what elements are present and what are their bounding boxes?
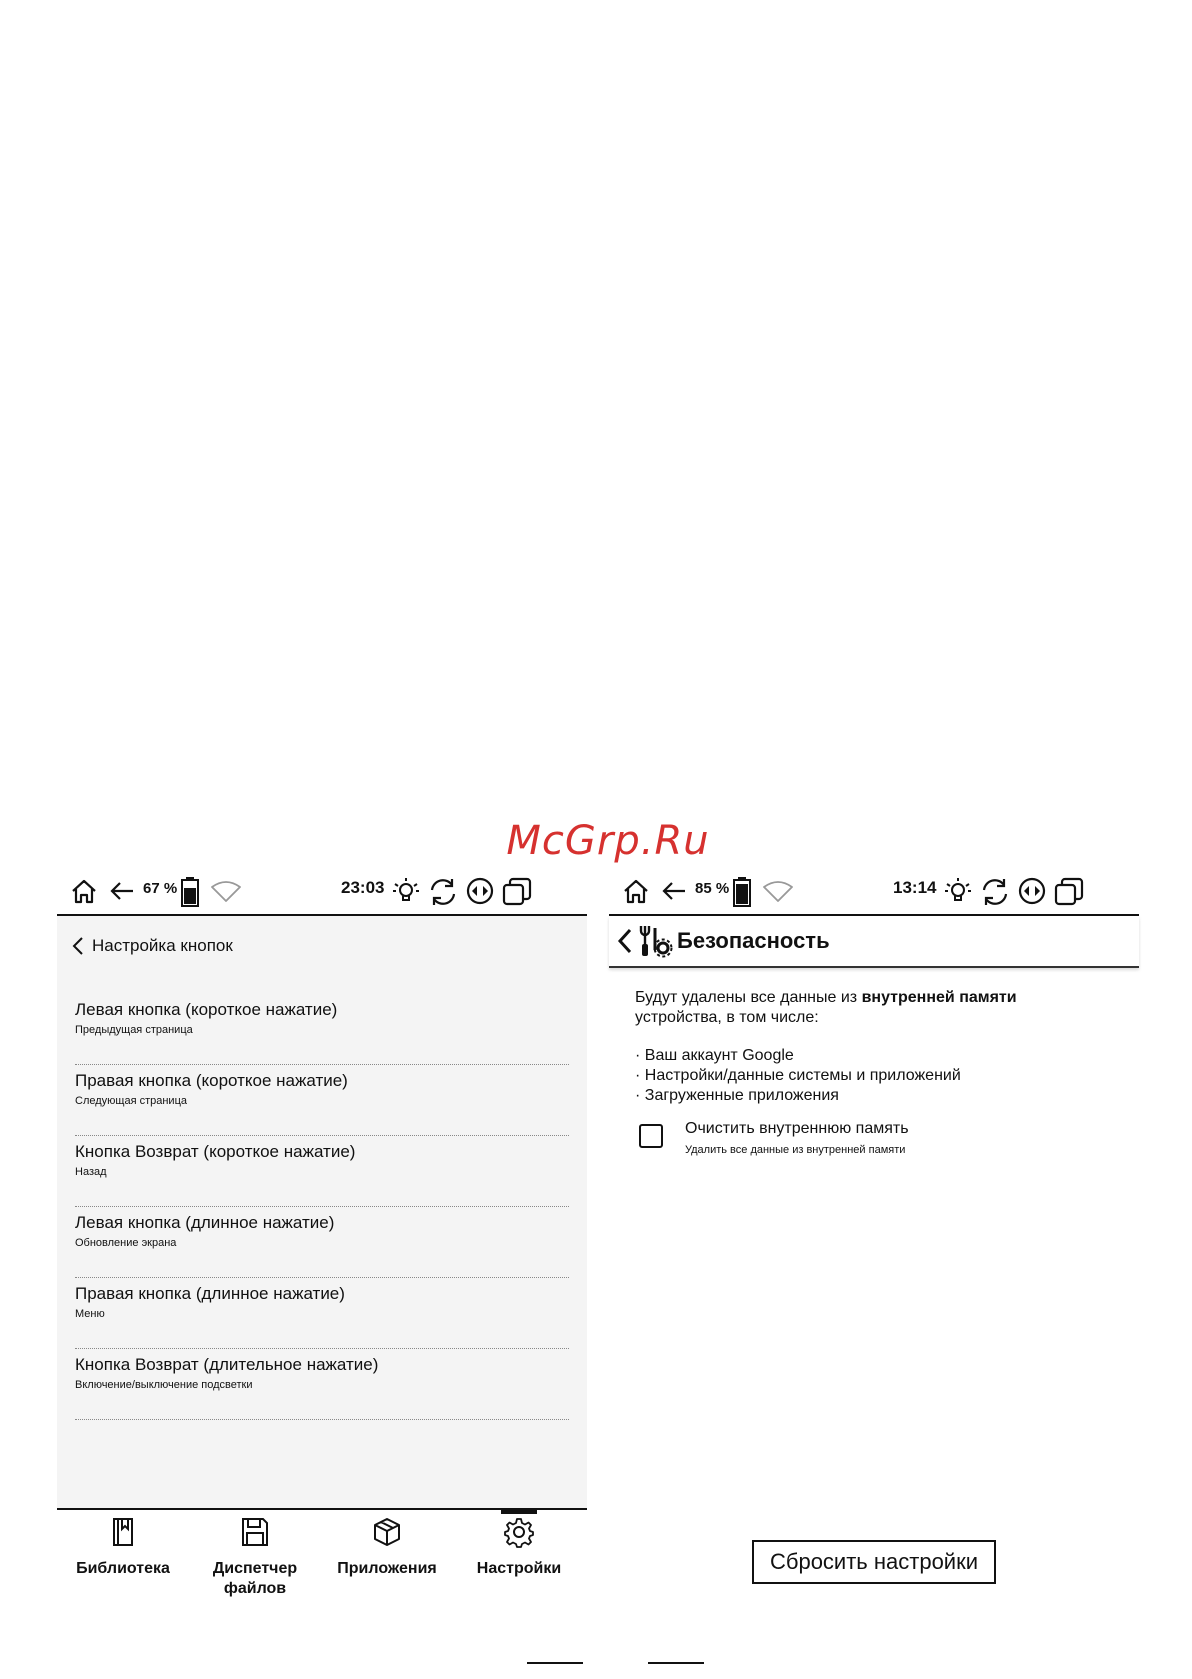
nav-label: Библиотека	[76, 1560, 170, 1577]
refresh-icon[interactable]	[427, 876, 459, 908]
chevron-left-icon[interactable]	[617, 928, 633, 954]
item-subtitle: Назад	[75, 1166, 107, 1178]
navigation-icon[interactable]	[465, 876, 495, 906]
battery-icon	[731, 876, 753, 908]
home-icon[interactable]	[621, 876, 651, 906]
light-bulb-icon[interactable]	[391, 876, 421, 908]
left-device-screen	[57, 870, 587, 1610]
bullet-item: · Настройки/данные системы и приложений	[635, 1067, 961, 1084]
intro-bold: внутренней памяти	[861, 989, 1017, 1006]
item-title: Левая кнопка (длинное нажатие)	[75, 1213, 335, 1232]
multitask-icon[interactable]	[1053, 876, 1085, 908]
status-bar	[57, 870, 587, 916]
bottom-navigation	[57, 1508, 587, 1612]
status-bar	[609, 870, 1139, 916]
item-subtitle: Обновление экрана	[75, 1237, 177, 1249]
battery-icon	[179, 876, 201, 908]
nav-label: Диспетчер файлов	[212, 1560, 298, 1597]
intro-text: Будут удалены все данные из	[635, 989, 862, 1006]
battery-percent: 85 %	[695, 880, 730, 897]
button-settings-panel	[57, 916, 587, 1508]
item-subtitle: Включение/выключение подсветки	[75, 1379, 253, 1391]
home-icon[interactable]	[69, 876, 99, 906]
item-title: Кнопка Возврат (короткое нажатие)	[75, 1142, 356, 1161]
intro-end: устройства, в том числе:	[635, 1009, 819, 1026]
item-title: Правая кнопка (длинное нажатие)	[75, 1284, 345, 1303]
list-item[interactable]	[75, 1136, 569, 1207]
nav-apps[interactable]	[321, 1516, 453, 1579]
wifi-icon[interactable]	[209, 876, 243, 906]
button-list	[75, 994, 569, 1420]
watermark: McGrp.Ru	[506, 818, 710, 864]
bullet-item: · Загруженные приложения	[635, 1087, 839, 1104]
file-manager-icon	[239, 1516, 271, 1548]
bullet-list	[635, 1046, 1125, 1106]
nav-library[interactable]	[57, 1516, 189, 1579]
nav-label: Приложения	[337, 1560, 437, 1577]
item-title: Кнопка Возврат (длительное нажатие)	[75, 1355, 379, 1374]
nav-selected-indicator	[501, 1510, 537, 1514]
back-arrow-icon[interactable]	[107, 876, 137, 906]
security-tools-icon	[637, 924, 673, 958]
refresh-icon[interactable]	[979, 876, 1011, 908]
list-item[interactable]	[75, 1207, 569, 1278]
list-item[interactable]	[75, 994, 569, 1065]
bullet-item: · Ваш аккаунт Google	[635, 1047, 794, 1064]
checkbox-sublabel: Удалить все данные из внутренней памяти	[685, 1144, 906, 1156]
back-arrow-icon[interactable]	[659, 876, 689, 906]
library-icon	[108, 1516, 138, 1548]
warning-text	[635, 988, 1125, 1106]
battery-percent: 67 %	[143, 880, 178, 897]
list-item[interactable]	[75, 1278, 569, 1349]
page-header	[609, 916, 1139, 968]
settings-icon	[503, 1516, 535, 1548]
item-subtitle: Предыдущая страница	[75, 1024, 193, 1036]
item-title: Правая кнопка (короткое нажатие)	[75, 1071, 348, 1090]
page-header[interactable]	[72, 936, 233, 956]
item-title: Левая кнопка (короткое нажатие)	[75, 1000, 338, 1019]
page-line-left	[527, 1662, 583, 1664]
nav-file-manager[interactable]	[189, 1516, 321, 1599]
light-bulb-icon[interactable]	[943, 876, 973, 908]
nav-settings[interactable]	[453, 1516, 585, 1579]
multitask-icon[interactable]	[501, 876, 533, 908]
item-subtitle: Следующая страница	[75, 1095, 187, 1107]
item-subtitle: Меню	[75, 1308, 105, 1320]
clear-memory-checkbox[interactable]	[639, 1124, 663, 1148]
chevron-left-icon[interactable]	[72, 936, 84, 956]
clock: 13:14	[893, 878, 937, 897]
wifi-icon[interactable]	[761, 876, 795, 906]
page-title: Настройка кнопок	[92, 936, 233, 955]
list-item[interactable]	[75, 1065, 569, 1136]
navigation-icon[interactable]	[1017, 876, 1047, 906]
right-device-screen	[609, 870, 1139, 1610]
list-item[interactable]	[75, 1349, 569, 1420]
clock: 23:03	[341, 878, 385, 897]
checkbox-label: Очистить внутреннюю память	[685, 1120, 909, 1137]
apps-icon	[371, 1516, 403, 1548]
nav-label: Настройки	[476, 1560, 562, 1577]
page-title: Безопасность	[677, 928, 830, 953]
page-line-right	[648, 1662, 704, 1664]
reset-settings-button[interactable]: Сбросить настройки	[752, 1540, 996, 1584]
